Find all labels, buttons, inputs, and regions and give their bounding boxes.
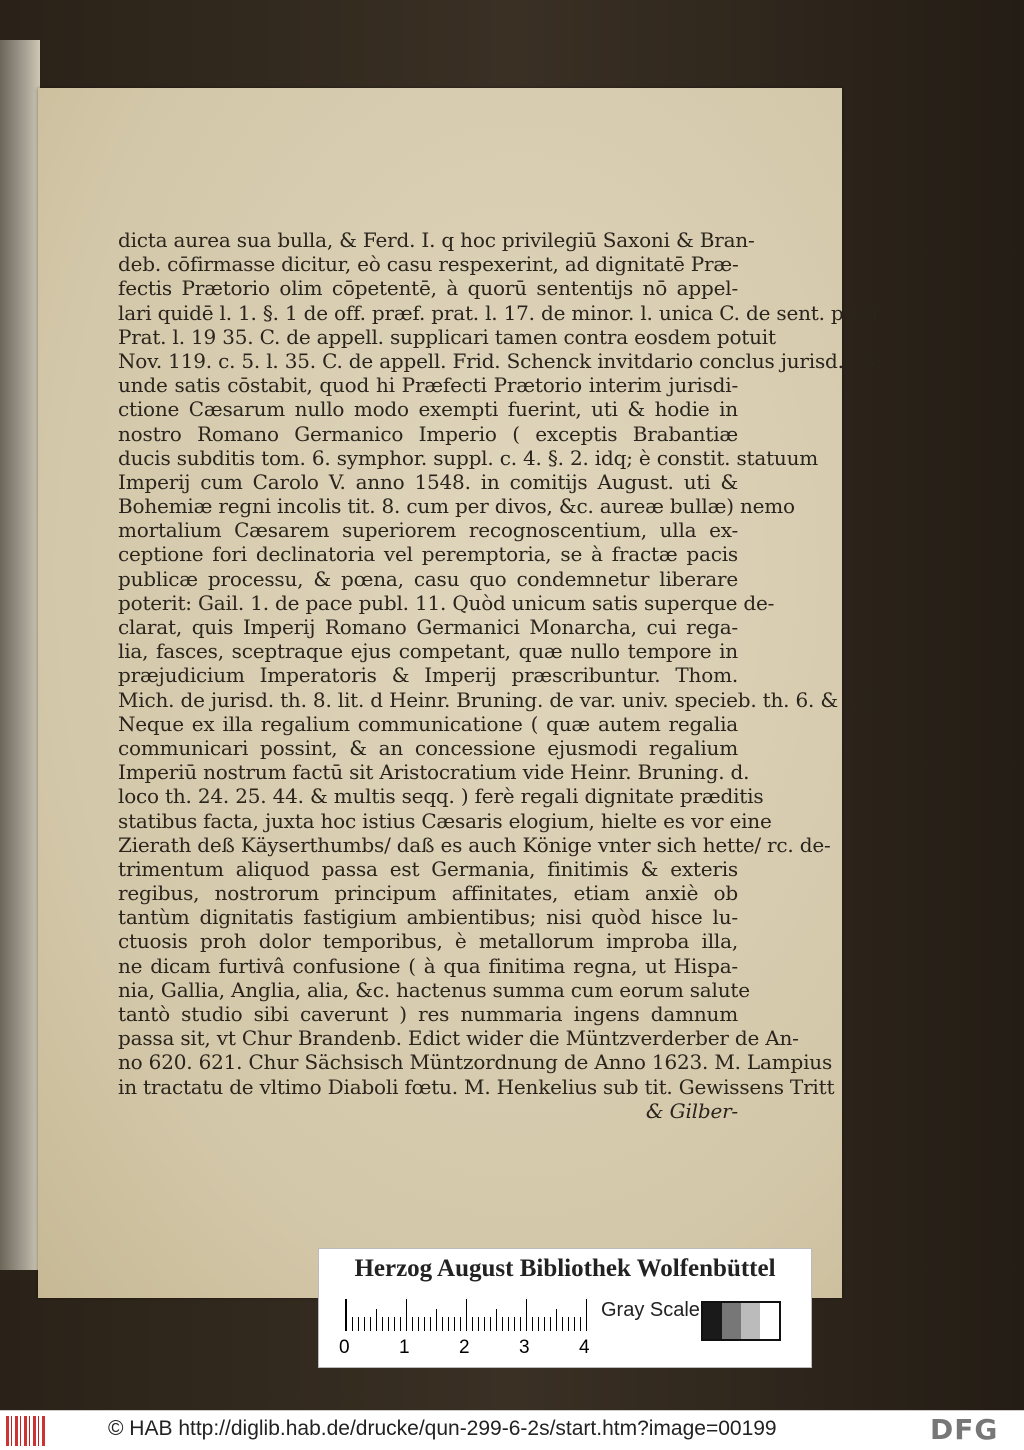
ruler-tick [400,1317,401,1331]
ruler-tick [430,1317,431,1331]
text-line: deb. cōfirmasse dicitur, eò casu respexerint, ad dignitatē Præ- [118,252,739,277]
text-line: Bohemiæ regni incolis tit. 8. cum per divos, &c. aureæ bullæ) nemo [118,494,795,519]
text-line: in tractatu de vltimo Diaboli fœtu. M. Henkelius sub tit. Gewissens Tritt [118,1074,835,1099]
text-line: poterit: Gail. 1. de pace publ. 11. Quòd unicum satis superque de- [118,590,775,615]
ruler-tick [520,1317,521,1331]
ruler-tick [382,1317,383,1331]
text-line: & Gilber- [645,1098,738,1123]
ruler-tick [352,1317,353,1331]
text-line: loco th. 24. 25. 44. & multis seqq. ) ferè regali dignitate præditis [118,784,764,809]
hab-barcode-icon [6,1416,46,1446]
gray-patch [741,1303,760,1339]
text-line: Imperiū nostrum factū sit Aristocratium vide Heinr. Bruning. d. [118,760,750,785]
ruler-tick [580,1317,581,1331]
text-line: lia, fasces, sceptraque ejus competant, quæ nullo tempore in [118,639,738,664]
text-line: ducis subditis tom. 6. symphor. suppl. c. 4. §. 2. idq; è constit. statuum [118,445,819,470]
ruler-tick [346,1299,347,1331]
preceding-page-edge [0,40,40,1270]
ruler-tick [532,1317,533,1331]
color-target-card [318,1248,812,1368]
text-line: dicta aurea sua bulla, & Ferd. I. q hoc privilegiū Saxoni & Bran- [118,228,755,252]
text-line: passa sit, vt Chur Brandenb. Edict wider die Müntzverderber de An- [118,1026,799,1051]
ruler-tick [472,1317,473,1331]
ruler-tick [478,1317,479,1331]
ruler-tick [514,1317,515,1331]
ruler-tick [442,1317,443,1331]
gray-patch [722,1303,741,1339]
ruler-tick [574,1317,575,1331]
ruler-tick [490,1317,491,1331]
text-line: Neque ex illa regalium communicatione ( quæ autem regalia [118,711,738,736]
ruler-tick [412,1317,413,1331]
ruler-tick [502,1317,503,1331]
text-line: præjudicium Imperatoris & Imperij præscribuntur. Thom. [118,663,738,688]
ruler-tick [556,1309,557,1331]
text-line: ne dicam furtivâ confusione ( à qua finitima regna, ut Hispa- [118,953,738,978]
ruler-number: 3 [519,1337,530,1358]
ruler-tick [394,1317,395,1331]
ruler-number: 2 [459,1337,470,1358]
ruler-tick [406,1299,407,1331]
text-line: ctuosis proh dolor temporibus, è metallorum improba illa, [118,929,738,954]
ruler-tick [388,1317,389,1331]
ruler-tick [424,1317,425,1331]
footer-copyright-link[interactable]: © HAB http://diglib.hab.de/drucke/qun-299-6-2s/start.htm?image=00199 [108,1417,777,1440]
page-text-block [118,228,885,1123]
text-line: mortalium Cæsarem superiorem recognoscentium, ulla ex- [118,518,738,543]
text-line: nia, Gallia, Anglia, alia, &c. hactenus summa cum eorum salute [118,977,750,1002]
text-line: ctione Cæsarum nullo modo exempti fuerint, uti & hodie in [118,397,738,422]
text-line: communicari possint, & an concessione ejusmodi regalium [118,735,738,760]
viewer-footer [0,1410,1024,1450]
ruler-tick [526,1299,527,1331]
text-line: Nov. 119. c. 5. l. 35. C. de appell. Frid. Schenck invitdario conclus jurisd. 15. [118,348,882,373]
ruler-tick [358,1317,359,1331]
ruler-tick [550,1317,551,1331]
cm-ruler [345,1299,591,1331]
text-line: no 620. 621. Chur Sächsisch Müntzordnung de Anno 1623. M. Lampius [118,1050,833,1075]
text-line: Prat. l. 19 35. C. de appell. supplicari tamen contra eosdem potuit [118,324,776,349]
ruler-tick [376,1309,377,1331]
ruler-tick [460,1317,461,1331]
text-line: regibus, nostrorum principum affinitates, etiam anxiè ob [118,881,738,906]
ruler-number: 1 [399,1337,410,1358]
ruler-tick [508,1317,509,1331]
ruler-tick [436,1309,437,1331]
text-line: publicæ processu, & pœna, casu quo condemnetur liberare [118,566,738,591]
gray-scale-label: Gray Scale [601,1299,700,1321]
text-line: Imperij cum Carolo V. anno 1548. in comitijs August. uti & [118,469,738,494]
ruler-tick [454,1317,455,1331]
text-line: fectis Prætorio olim cōpetentē, à quorū sententijs nō appel- [118,276,738,301]
text-line: statibus facta, juxta hoc istius Cæsaris elogium, hielte es vor eine [118,808,772,833]
ruler-tick [364,1317,365,1331]
ruler-tick [418,1317,419,1331]
gray-patch [703,1303,722,1339]
library-name: Herzog August Bibliothek Wolfenbüttel [354,1255,776,1282]
text-line: unde satis cōstabit, quod hi Præfecti Prætorio interim jurisdi- [118,373,738,398]
ruler-tick [538,1317,539,1331]
ruler-tick [544,1317,545,1331]
ruler-tick [496,1309,497,1331]
text-line: trimentum aliquod passa est Germania, finitimis & exteris [118,856,738,881]
text-line: ceptione fori declinatoria vel peremptoria, se à fractæ pacis [118,542,738,567]
ruler-tick [484,1317,485,1331]
dfg-logo: DFG [930,1413,999,1446]
text-line: tantò studio sibi caverunt ) res nummaria ingens damnum [118,1002,738,1026]
book-page [38,88,885,1298]
text-line: clarat, quis Imperij Romano Germanici Monarcha, cui rega- [118,615,738,639]
ruler-tick [466,1299,467,1331]
ruler-tick [562,1317,563,1331]
ruler-number: 4 [579,1337,590,1358]
text-line: nostro Romano Germanico Imperio ( exceptis Brabantiæ [118,421,738,446]
gray-scale-patches [701,1301,781,1341]
text-line: lari quidē l. 1. §. 1 de off. præf. prat. l. 17. de minor. l. unica C. de sent. præf. [118,300,885,325]
gray-patch [760,1303,779,1339]
ruler-tick [586,1299,587,1331]
ruler-number: 0 [339,1337,350,1358]
ruler-tick [448,1317,449,1331]
text-line: Zierath deß Käyserthumbs/ daß es auch Könige vnter sich hette/ rc. de- [118,832,831,857]
text-line: Mich. de jurisd. th. 8. lit. d Heinr. Bruning. de var. univ. specieb. th. 6. & 25. [118,687,876,712]
text-line: tantùm dignitatis fastigium ambientibus; nisi quòd hisce lu- [118,905,738,930]
ruler-tick [568,1317,569,1331]
ruler-tick [370,1317,371,1331]
